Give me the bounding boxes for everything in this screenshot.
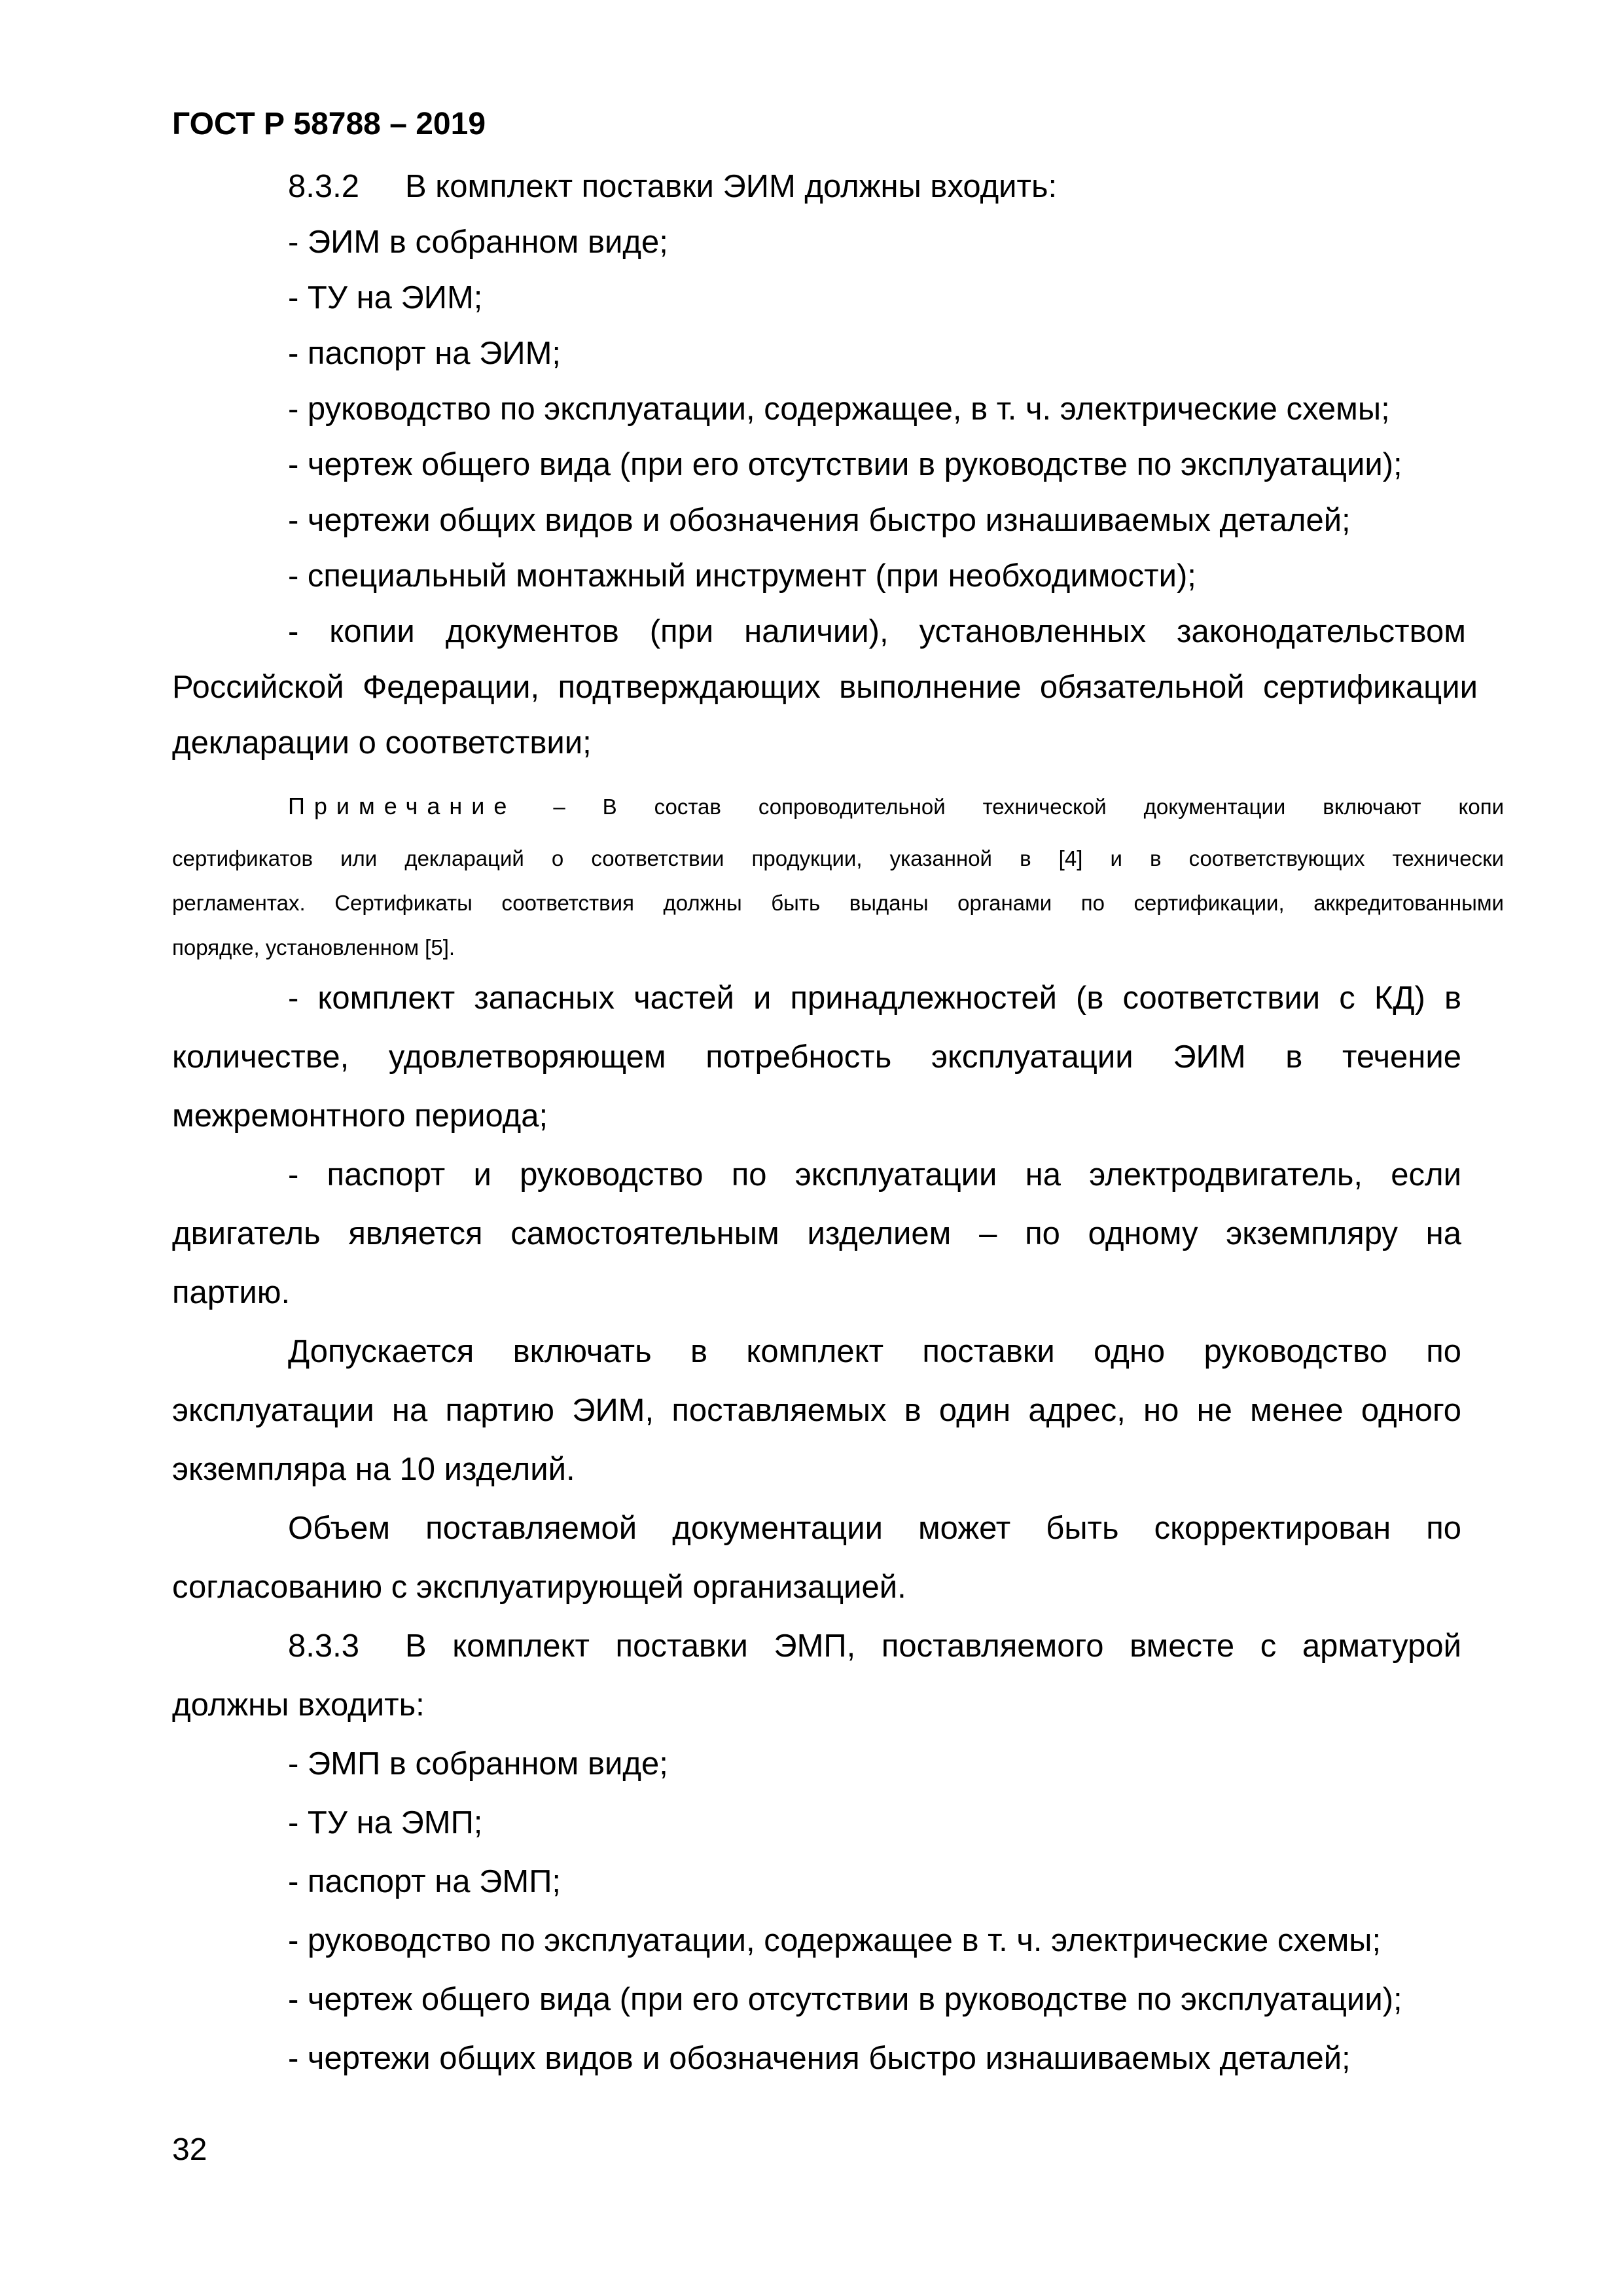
spares-line-3: межремонтного периода; <box>172 1098 548 1134</box>
list-item: - ТУ на ЭИМ; <box>288 280 483 315</box>
copies-line-2: Российской Федерации, подтверждающих выполнение обязательной сертификации <box>172 670 1478 705</box>
section-8-3-2-heading <box>288 167 1057 206</box>
section-8-3-3-heading <box>288 1626 1461 1666</box>
list-item: - ЭИМ в собранном виде; <box>288 224 668 260</box>
note-text: В состав сопроводительной технической документации включают копи <box>602 795 1504 819</box>
copies-line-3: декларации о соответствии; <box>172 725 592 761</box>
page-number: 32 <box>172 2132 207 2167</box>
section-intro: В комплект поставки ЭМП, поставляемого вместе с арматурой <box>404 1628 1461 1664</box>
note-line-4: порядке, установленном [5]. <box>172 935 455 960</box>
note-line-1 <box>288 792 1504 821</box>
section-intro: В комплект поставки ЭИМ должны входить: <box>404 169 1058 204</box>
list-item: - паспорт на ЭИМ; <box>288 336 562 371</box>
list-item: - ТУ на ЭМП; <box>288 1805 483 1840</box>
list-item: - чертеж общего вида (при его отсутствии в руководстве по эксплуатации); <box>288 1982 1402 2017</box>
spares-line-2: количестве, удовлетворяющем потребность эксплуатации ЭИМ в течение <box>172 1039 1461 1075</box>
list-item: - руководство по эксплуатации, содержащее в т. ч. электрические схемы; <box>288 1923 1382 1958</box>
volume-line-2: согласованию с эксплуатирующей организацией. <box>172 1570 906 1605</box>
note-dash: – <box>553 795 565 819</box>
list-item: - руководство по эксплуатации, содержащее, в т. ч. электрические схемы; <box>288 391 1390 427</box>
note-line-2: сертификатов или деклараций о соответствии продукции, указанной в [4] и в соответствующих технически <box>172 846 1504 870</box>
list-item: - паспорт на ЭМП; <box>288 1864 562 1899</box>
document-header: ГОСТ Р 58788 – 2019 <box>172 107 486 141</box>
allowed-line-3: экземпляра на 10 изделий. <box>172 1452 575 1487</box>
allowed-line-2: эксплуатации на партию ЭИМ, поставляемых в один адрес, но не менее одного <box>172 1393 1461 1428</box>
list-item: - ЭМП в собранном виде; <box>288 1746 668 1782</box>
note-label: Примечание <box>288 793 516 819</box>
list-item: - чертежи общих видов и обозначения быстро изнашиваемых деталей; <box>288 503 1351 538</box>
note-line-3: регламентах. Сертификаты соответствия должны быть выданы органами по сертификации, аккредитованными <box>172 891 1504 915</box>
section-intro-line-2: должны входить: <box>172 1687 425 1723</box>
spares-line-1: - комплект запасных частей и принадлежностей (в соответствии с КД) в <box>288 980 1461 1016</box>
copies-line-1: - копии документов (при наличии), установленных законодательством <box>288 614 1466 649</box>
motor-line-3: партию. <box>172 1275 291 1310</box>
section-number: 8.3.3 <box>288 1628 359 1664</box>
list-item: - чертежи общих видов и обозначения быстро изнашиваемых деталей; <box>288 2041 1351 2076</box>
allowed-line-1: Допускается включать в комплект поставки одно руководство по <box>288 1334 1461 1369</box>
motor-line-1: - паспорт и руководство по эксплуатации на электродвигатель, если <box>288 1157 1461 1193</box>
volume-line-1: Объем поставляемой документации может быть скорректирован по <box>288 1511 1461 1546</box>
motor-line-2: двигатель является самостоятельным изделием – по одному экземпляру на <box>172 1216 1461 1251</box>
list-item: - специальный монтажный инструмент (при необходимости); <box>288 558 1196 594</box>
section-number: 8.3.2 <box>288 169 359 204</box>
list-item: - чертеж общего вида (при его отсутствии в руководстве по эксплуатации); <box>288 447 1402 482</box>
